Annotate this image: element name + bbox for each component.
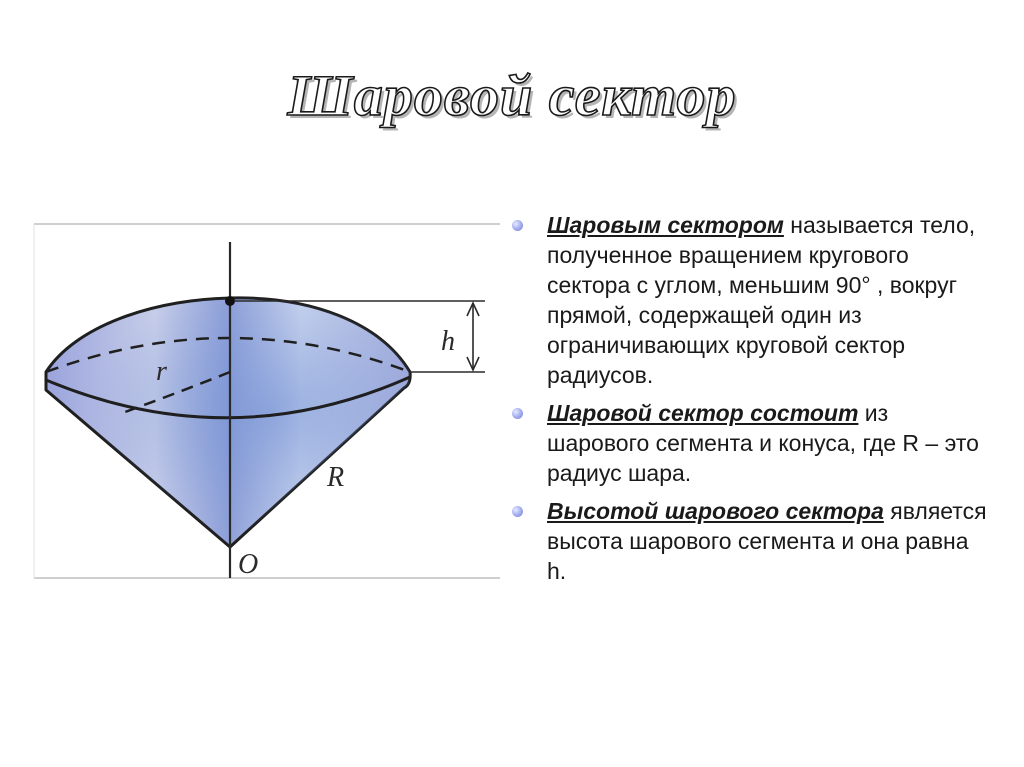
spherical-sector-figure <box>30 222 500 587</box>
bullet-term: Шаровой сектор состоит <box>547 400 859 426</box>
figure-drawing <box>30 222 500 587</box>
sector-shading <box>46 298 410 547</box>
bullet-text: называется тело, полученное вращением кругового сектора с углом, меньшим 90° , вокруг прямой, содержащей один из ограничивающих круговой сектор радиусов. <box>547 212 976 388</box>
bullet-dot-icon <box>512 220 523 231</box>
bullet-composition <box>510 398 990 488</box>
bullet-term: Шаровым сектором <box>547 212 784 238</box>
bullet-term: Высотой шарового сектора <box>547 498 884 524</box>
label-O: O <box>238 549 259 580</box>
bullet-height <box>510 496 990 586</box>
bullet-text: из шарового сегмента и конуса, где R – это радиус шара. <box>547 400 979 486</box>
bullet-dot-icon <box>512 408 523 419</box>
label-R: R <box>327 462 345 493</box>
definition-list <box>510 210 990 594</box>
apex-point <box>225 296 235 306</box>
label-r: r <box>156 356 167 387</box>
bullet-definition <box>510 210 990 390</box>
slide-title: Шаровой сектор <box>287 63 737 128</box>
bullet-text: является высота шарового сегмента и она равна h. <box>547 498 987 584</box>
bullet-dot-icon <box>512 506 523 517</box>
label-h: h <box>441 326 455 357</box>
